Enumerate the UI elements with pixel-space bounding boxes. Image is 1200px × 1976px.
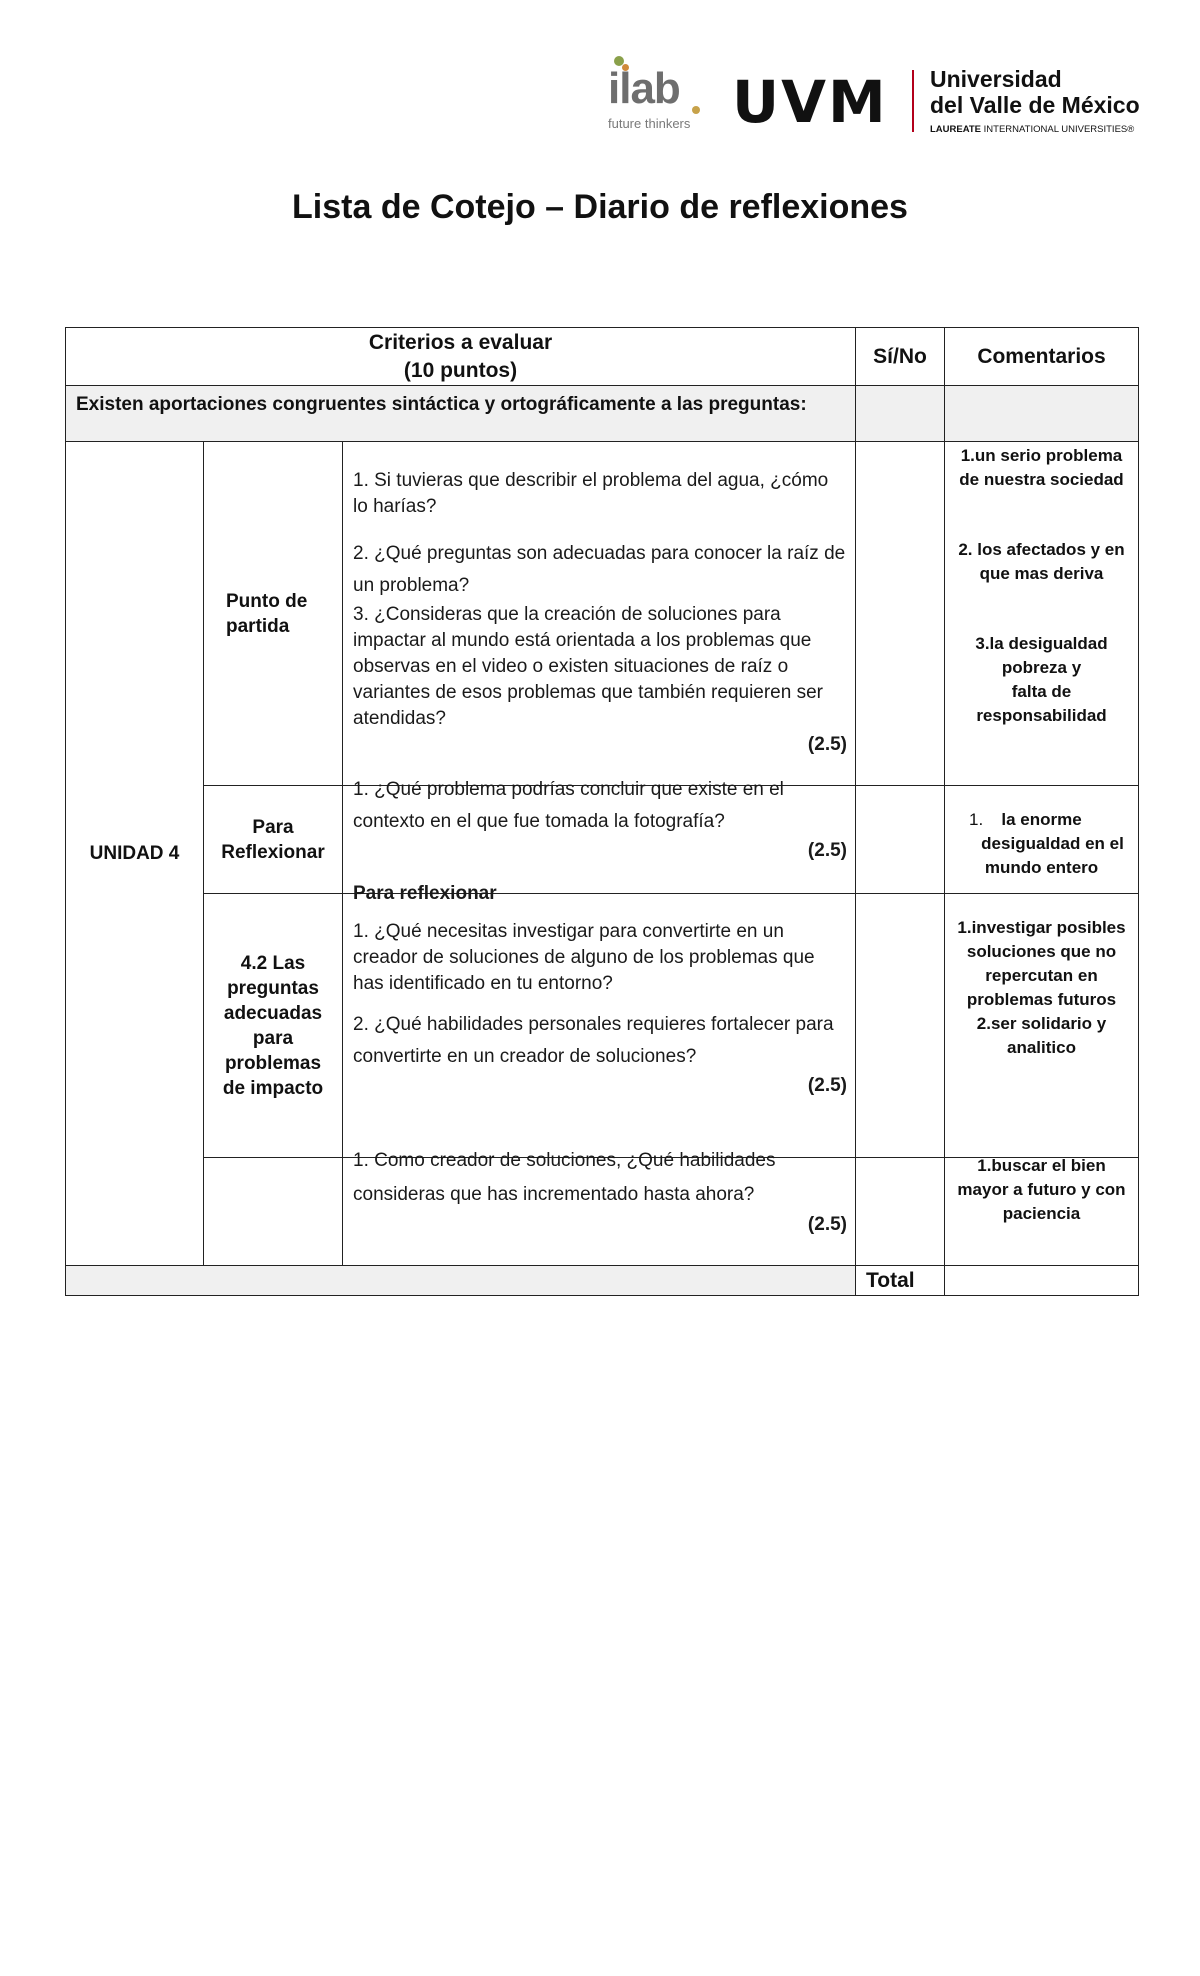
section3-comments bbox=[945, 894, 1139, 1158]
total-value-cell bbox=[945, 1266, 1139, 1296]
criteria-header bbox=[66, 328, 856, 386]
section3-questions bbox=[343, 883, 856, 1158]
lead-row bbox=[66, 386, 1139, 442]
lead-yesno-cell bbox=[856, 386, 945, 442]
section1-yesno-cell bbox=[856, 442, 945, 786]
section2-comment-number: 1. bbox=[969, 810, 984, 829]
section2-label bbox=[204, 786, 343, 894]
section2-label-text: Para Reflexionar bbox=[221, 816, 325, 863]
criteria-header-line2: (10 puntos) bbox=[403, 358, 518, 382]
section1-points: (2.5) bbox=[807, 734, 847, 755]
section3-heading: Para reflexionar bbox=[353, 883, 497, 904]
section1-comment-3-line4: responsabilidad bbox=[976, 706, 1107, 725]
section1-label bbox=[204, 442, 343, 786]
section2-yesno-cell bbox=[856, 786, 945, 894]
ilab-wordmark: ilab bbox=[608, 64, 680, 113]
section3-label bbox=[204, 894, 343, 1158]
section4-q1: 1. Como creador de soluciones, ¿Qué habilidades consideras que has incrementado hasta ahora? bbox=[353, 1150, 776, 1205]
total-spacer bbox=[66, 1266, 856, 1296]
section2-comments bbox=[945, 786, 1139, 894]
section2-comment-line3: mundo entero bbox=[984, 858, 1099, 877]
section3-q2: 2. ¿Qué habilidades personales requieres fortalecer para convertirte en un creador de soluciones? bbox=[353, 1014, 834, 1067]
section4-points: (2.5) bbox=[807, 1214, 847, 1235]
section1-label-text: Punto de partida bbox=[226, 590, 308, 637]
laureate-bold: LAUREATE bbox=[930, 124, 982, 135]
section-row-1 bbox=[66, 442, 1139, 786]
section3-label-text: 4.2 Las preguntas adecuadas para problemas de impacto bbox=[222, 952, 324, 1099]
section4-label-cell bbox=[204, 1158, 343, 1266]
section2-comment-line2: desigualdad en el bbox=[981, 834, 1124, 853]
section1-comment-3-line2: pobreza y bbox=[1001, 658, 1082, 677]
section-row-2 bbox=[66, 786, 1139, 894]
section4-questions bbox=[343, 1150, 856, 1266]
yesno-header: Sí/No bbox=[856, 328, 945, 386]
laureate-rest: INTERNATIONAL UNIVERSITIES® bbox=[983, 124, 1135, 135]
section2-points: (2.5) bbox=[807, 840, 847, 861]
header-logos bbox=[600, 52, 1140, 142]
section3-points: (2.5) bbox=[807, 1075, 847, 1096]
criteria-header-line1: Criterios a evaluar bbox=[368, 330, 553, 354]
section2-questions bbox=[343, 779, 856, 894]
section2-comment bbox=[949, 808, 1134, 880]
section-row-4 bbox=[66, 1158, 1139, 1266]
ilab-logo bbox=[600, 52, 700, 136]
lead-text: Existen aportaciones congruentes sintáctica y ortográficamente a las preguntas: bbox=[66, 386, 856, 442]
section4-yesno-cell bbox=[856, 1158, 945, 1266]
section3-comment-1: 1.investigar posibles soluciones que no repercutan en problemas futuros bbox=[957, 918, 1126, 1009]
section-row-3 bbox=[66, 894, 1139, 1158]
section1-comments bbox=[945, 442, 1139, 786]
section1-comment-3-line3: falta de bbox=[1011, 682, 1072, 701]
section1-comment-1: 1.un serio problema de nuestra sociedad bbox=[959, 446, 1124, 489]
uvm-name-line1: Universidad bbox=[930, 66, 1062, 92]
section1-q1: 1. Si tuvieras que describir el problema del agua, ¿cómo lo harías? bbox=[353, 470, 829, 517]
section1-comment-2: 2. los afectados y en que mas deriva bbox=[958, 540, 1125, 583]
section2-comment-line1: la enorme bbox=[1001, 810, 1082, 829]
section3-q1: 1. ¿Qué necesitas investigar para convertirte en un creador de soluciones de alguno de los problemas que has identificado en tu entorno? bbox=[353, 921, 815, 994]
lead-comments-cell bbox=[945, 386, 1139, 442]
section1-q2: 2. ¿Qué preguntas son adecuadas para conocer la raíz de un problema? bbox=[353, 543, 846, 596]
section2-q1: 1. ¿Qué problema podrías concluir que existe en el contexto en el que fue tomada la fotografía? bbox=[353, 779, 784, 832]
checklist-table bbox=[65, 327, 1139, 1296]
section4-comment-1: 1.buscar el bien mayor a futuro y con paciencia bbox=[957, 1156, 1126, 1223]
uvm-name-line2: del Valle de México bbox=[930, 92, 1140, 118]
uvm-logo-mark: UVM bbox=[732, 68, 888, 136]
comments-header: Comentarios bbox=[945, 328, 1139, 386]
page-title: Lista de Cotejo – Diario de reflexiones bbox=[292, 188, 908, 226]
total-label: Total bbox=[856, 1266, 945, 1296]
section1-questions bbox=[343, 442, 856, 786]
uvm-logo-divider bbox=[912, 70, 914, 132]
section1-comment-3 bbox=[949, 632, 1134, 728]
laureate-tagline bbox=[930, 124, 1134, 135]
ilab-tagline: future thinkers bbox=[608, 116, 691, 131]
section3-yesno-cell bbox=[856, 894, 945, 1158]
section3-comment-2: 2.ser solidario y analitico bbox=[976, 1014, 1107, 1057]
section4-comments bbox=[945, 1158, 1139, 1266]
table-header-row bbox=[66, 328, 1139, 386]
ilab-dot-gold bbox=[692, 106, 700, 114]
unit-label: UNIDAD 4 bbox=[66, 442, 204, 1266]
section1-comment-3-line1: 3.la desigualdad bbox=[975, 634, 1108, 653]
section1-q3: 3. ¿Consideras que la creación de soluciones para impactar al mundo está orientada a los problemas que observas en el video o existen situaciones de raíz o variantes de esos problemas que también requieren ser atendidas? bbox=[353, 604, 823, 729]
total-row bbox=[66, 1266, 1139, 1296]
